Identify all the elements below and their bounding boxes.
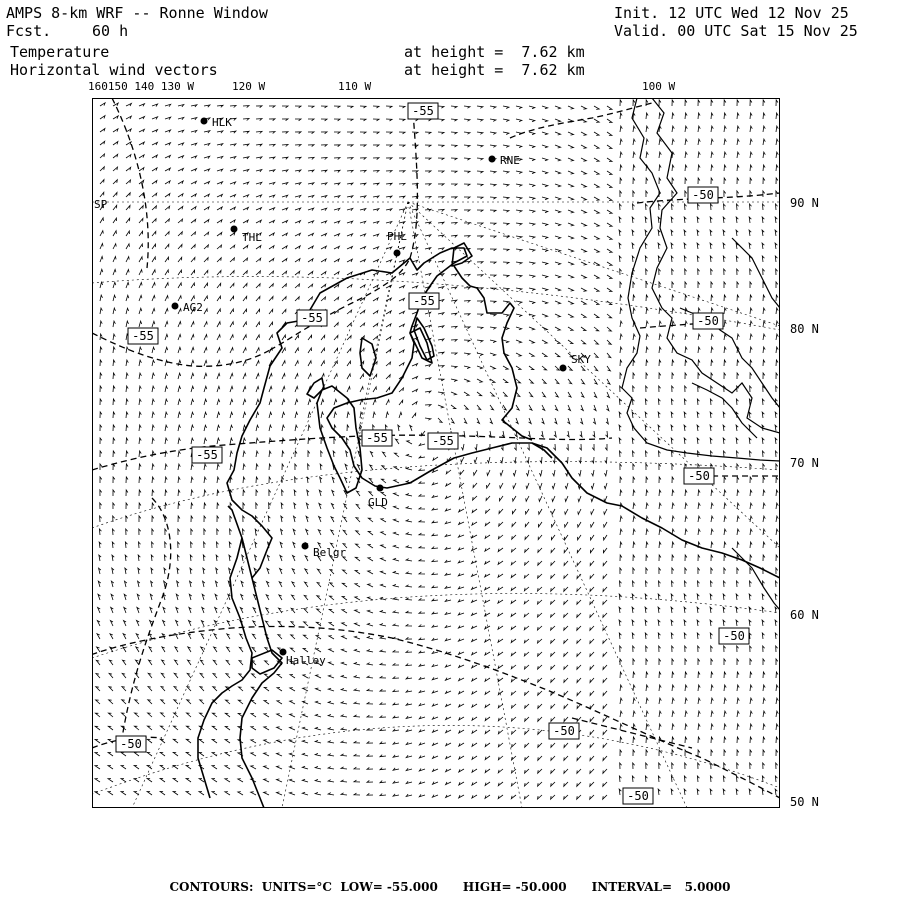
svg-text:GLD: GLD bbox=[368, 496, 388, 509]
contour-label bbox=[549, 723, 579, 739]
contour-label bbox=[128, 328, 158, 344]
svg-text:HLK: HLK bbox=[212, 116, 232, 129]
contour-label bbox=[623, 788, 653, 804]
svg-text:-50: -50 bbox=[553, 724, 575, 738]
contour-info: CONTOURS: UNITS=°C LOW= -55.000 HIGH= -50.000 INTERVAL= 5.0000 bbox=[169, 880, 731, 894]
svg-text:-55: -55 bbox=[432, 434, 454, 448]
lon-label: 100 W bbox=[642, 80, 676, 93]
svg-text:-55: -55 bbox=[132, 329, 154, 343]
svg-text:THL: THL bbox=[242, 231, 262, 244]
contour-label bbox=[408, 103, 438, 119]
lat-label: 60 N bbox=[790, 608, 819, 622]
lat-label: 80 N bbox=[790, 322, 819, 336]
svg-text:-50: -50 bbox=[692, 188, 714, 202]
lon-label: 160150 140 130 W bbox=[88, 80, 194, 93]
contour-label bbox=[362, 430, 392, 446]
svg-text:Halley: Halley bbox=[286, 654, 326, 667]
lat-label: 50 N bbox=[790, 795, 819, 809]
height-temperature: at height = 7.62 km bbox=[404, 43, 585, 61]
lon-label: 110 W bbox=[338, 80, 372, 93]
svg-text:AG2: AG2 bbox=[183, 301, 203, 314]
plot-title: AMPS 8-km WRF -- Ronne Window bbox=[6, 4, 268, 22]
lat-label: 90 N bbox=[790, 196, 819, 210]
contour-label bbox=[192, 447, 222, 463]
contour-label bbox=[297, 310, 327, 326]
svg-text:-55: -55 bbox=[413, 294, 435, 308]
lon-label: 120 W bbox=[232, 80, 266, 93]
contour-label bbox=[409, 293, 439, 309]
svg-text:-55: -55 bbox=[196, 448, 218, 462]
svg-text:-55: -55 bbox=[412, 104, 434, 118]
svg-text:PHL: PHL bbox=[387, 230, 407, 243]
lat-label: 70 N bbox=[790, 456, 819, 470]
contour-label bbox=[428, 433, 458, 449]
forecast-label: Fcst. bbox=[6, 22, 52, 40]
svg-text:-50: -50 bbox=[697, 314, 719, 328]
valid-time: Valid. 00 UTC Sat 15 Nov 25 bbox=[614, 22, 858, 40]
svg-text:-55: -55 bbox=[366, 431, 388, 445]
map-panel bbox=[92, 98, 780, 808]
field-wind: Horizontal wind vectors bbox=[10, 61, 218, 79]
init-time: Init. 12 UTC Wed 12 Nov 25 bbox=[614, 4, 849, 22]
contour-label bbox=[688, 187, 718, 203]
contour-label bbox=[693, 313, 723, 329]
svg-text:-50: -50 bbox=[627, 789, 649, 803]
contour-label bbox=[684, 468, 714, 484]
forecast-hour: 60 h bbox=[92, 22, 129, 40]
svg-text:-50: -50 bbox=[688, 469, 710, 483]
svg-text:Belgr: Belgr bbox=[313, 546, 347, 559]
svg-text:-50: -50 bbox=[723, 629, 745, 643]
svg-text:RNE: RNE bbox=[500, 154, 520, 167]
svg-text:-55: -55 bbox=[301, 311, 323, 325]
pole-label: SP bbox=[94, 198, 108, 211]
contour-label bbox=[719, 628, 749, 644]
contour-label bbox=[116, 736, 146, 752]
map-canvas bbox=[92, 98, 780, 808]
field-temperature: Temperature bbox=[10, 43, 110, 61]
svg-text:-50: -50 bbox=[120, 737, 142, 751]
svg-text:SKY: SKY bbox=[571, 353, 591, 366]
height-wind: at height = 7.62 km bbox=[404, 61, 585, 79]
